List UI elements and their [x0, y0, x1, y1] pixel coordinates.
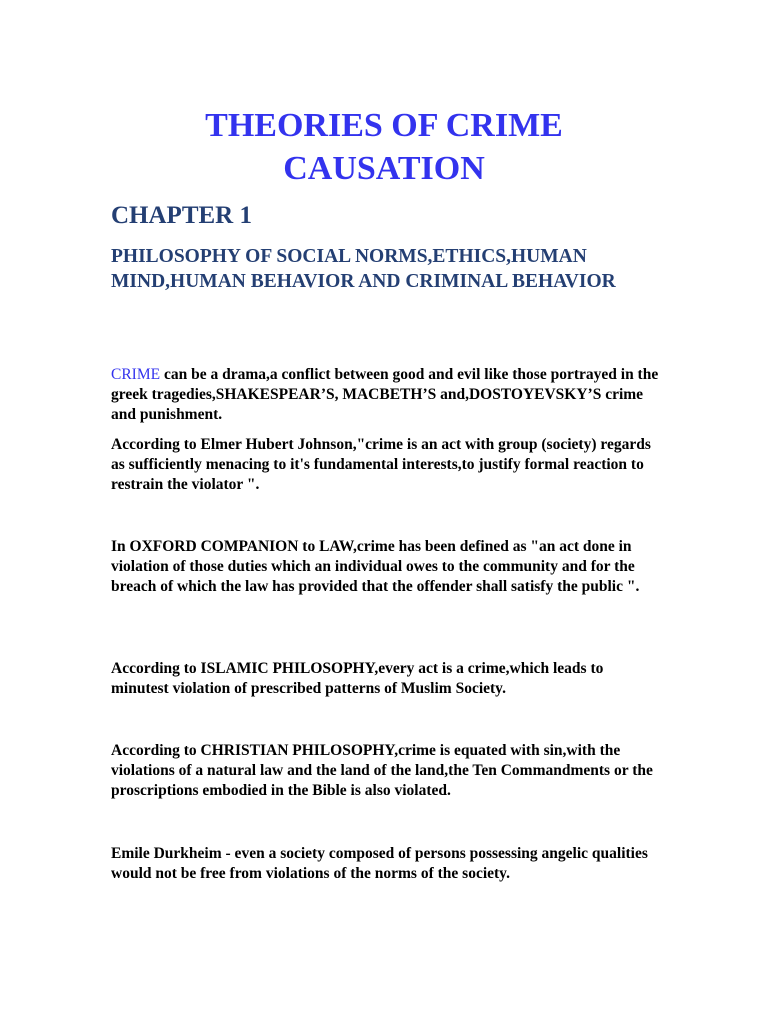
paragraph-johnson: According to Elmer Hubert Johnson,"crime is an act with group (society) regards as sufficiently menacing to it's fundamental interests,to justify formal reaction to restrain the violator ".: [111, 436, 651, 493]
document-title: THEORIES OF CRIME CAUSATION: [205, 107, 563, 187]
intro-paragraph: [111, 365, 661, 425]
paragraph-christian: According to CHRISTIAN PHILOSOPHY,crime is equated with sin,with the violations of a natural law and the land of the land,the Ten Commandments or the proscriptions embodied in the Bible is also violated.: [111, 742, 653, 799]
paragraph-oxford: In OXFORD COMPANION to LAW,crime has been defined as "an act done in violation of those duties which an individual owes to the community and for the breach of which the law has provided that the offender shall satisfy the public ".: [111, 538, 640, 595]
paragraph-islamic: According to ISLAMIC PHILOSOPHY,every act is a crime,which leads to minutest violation of prescribed patterns of Muslim Society.: [111, 660, 604, 697]
crime-term: CRIME: [111, 366, 161, 383]
chapter-heading: CHAPTER 1: [111, 202, 252, 229]
chapter-subtitle: PHILOSOPHY OF SOCIAL NORMS,ETHICS,HUMAN MIND,HUMAN BEHAVIOR AND CRIMINAL BEHAVIOR: [111, 246, 616, 292]
paragraph-durkheim: Emile Durkheim - even a society composed of persons possessing angelic qualities would not be free from violations of the norms of the society.: [111, 845, 648, 882]
intro-text: can be a drama,a conflict between good and evil like those portrayed in the greek tragedies,SHAKESPEAR’S, MACBETH’S and,DOSTOYEVSKY’S crime and punishment.: [111, 366, 659, 423]
